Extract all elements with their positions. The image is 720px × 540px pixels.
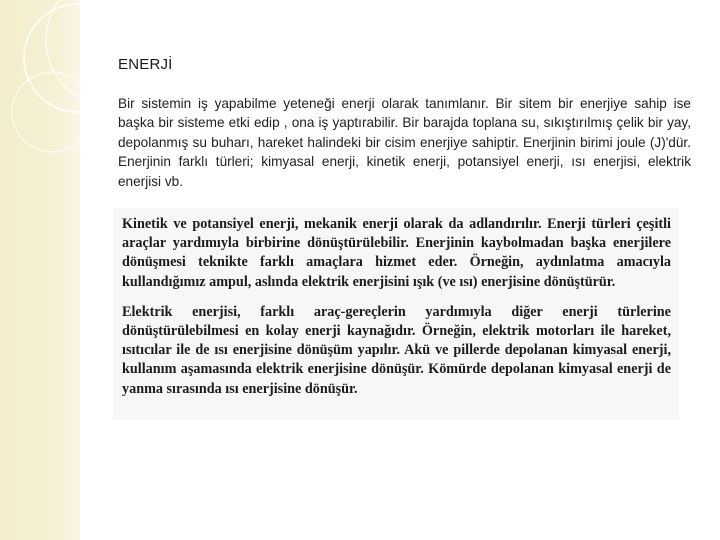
scanned-text-image [113,208,679,420]
scan-paragraph: Elektrik enerjisi, farklı araç-gereçlerin yardımıyla diğer enerji türlerine dönüştürülebilmesi en kolay enerji kaynağıdır. Örneğin, elektrik motorları ile hareket, ısıtıcılar ile de ısı enerjisine dönüşüm yapılır. Akü ve pillerde depolanan kimyasal enerji, kullanım aşamasında elektrik enerjisine dönüşür. Kömürde depolanan kimyasal enerji de yanma sırasında ısı enerjisine dönüşür. [122,303,671,397]
intro-paragraph: Bir sistemin iş yapabilme yeteneği enerji olarak tanımlanır. Bir sitem bir enerjiye sahip ise başka bir sisteme etki edip , ona iş yaptırabilir. Bir barajda toplana su, sıkıştırılmış çelik bir yay, depolanmış su buharı, hareket halindeki bir cisim enerjiye sahiptir. Enerjinin birimi joule (J)'dür. Enerjinin farklı türleri; kimyasal enerji, kinetik enerji, potansiyel enerji, ısı enerjisi, elektrik enerjisi vb. [118,96,691,189]
scan-paragraph: Kinetik ve potansiyel enerji, mekanik enerji olarak da adlandırılır. Enerji türleri çeşitli araçlar yardımıyla birbirine dönüştürülebilir. Enerjinin kaybolmadan başka enerjilere dönüşmesi teknikte farklı amaçlara hizmet eder. Örneğin, aydınlatma amacıyla kullandığımız ampul, aslında elektrik enerjisini ışık (ve ısı) enerjisine dönüştürür. [122,216,671,290]
slide-title: ENERJİ [118,56,173,73]
side-band [0,0,80,540]
